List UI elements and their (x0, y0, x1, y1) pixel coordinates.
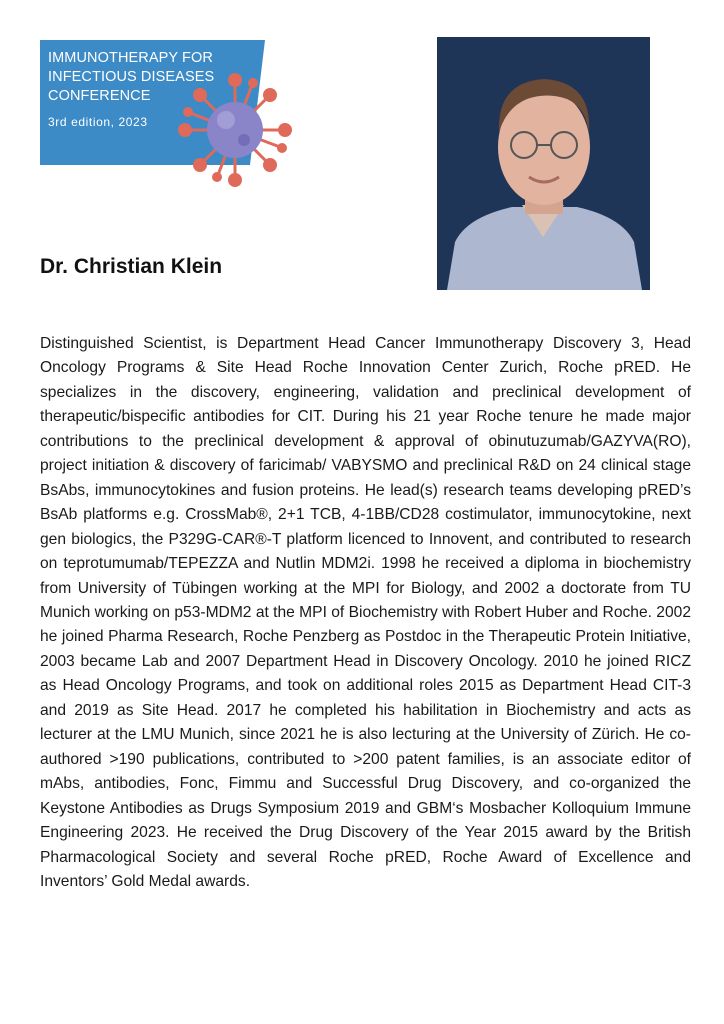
speaker-photo (437, 37, 650, 290)
speaker-bio: Distinguished Scientist, is Department Head Cancer Immunotherapy Discovery 3, Head Oncology Programs & Site Head Roche Innovation Center Zurich, Roche pRED. He specializes in the discovery, engineering, validation and preclinical development of therapeutic/bispecific antibodies for CIT. During his 21 year Roche tenure he made major contributions to the preclinical development & approval of obinutuzumab/GAZYVA(RO), project initiation & discovery of faricimab/ VABYSMO and preclinical R&D on 24 clinical stage BsAbs, immunocytokines and fusion proteins. He lead(s) research teams developing pRED’s BsAb platforms e.g. CrossMab®, 2+1 TCB, 4-1BB/CD28 costimulator, immunocytokine, next gen biologics, the P329G-CAR®-T platform licenced to Innovent, and contributed to research on teprotumumab/TEPEZZA and Nutlin MDM2i. 1998 he received a diploma in biochemistry from University of Tübingen working at the MPI for Biology, and 2002 a doctorate from TU Munich working on p53-MDM2 at the MPI of Biochemistry with Robert Huber and Roche. 2002 he joined Pharma Research, Roche Penzberg as Postdoc in the Therapeutic Protein Initiative, 2003 became Lab and 2007 Department Head in Discovery Oncology. 2010 he joined RICZ as Head Oncology Programs, and took on additional roles 2015 as Department Head CIT-3 and 2019 as Site Head. 2017 he completed his habilitation in Biochemistry and acts as lecturer at the LMU Munich, since 2021 he is also lecturing at the University of Zürich. He co-authored >190 publications, contributed to >200 patent families, is an associate editor of mAbs, antibodies, Fonc, Fimmu and Successful Drug Discovery, and co-organized the Keystone Antibodies as Drugs Symposium 2019 and GBM‘s Mosbacher Kolloquium Immune Engineering 2023. He received the Drug Discovery of the Year 2015 award by the British Pharmacological Society and several Roche pRED, Roche Award of Excellence and Inventors’ Gold Medal awards. (40, 335, 691, 890)
portrait-illustration (437, 37, 650, 290)
speaker-name: Dr. Christian Klein (40, 255, 223, 278)
banner-text (48, 49, 214, 129)
conference-edition: 3rd edition, 2023 (48, 115, 148, 129)
conference-title-line-1: IMMUNOTHERAPY FOR (48, 50, 213, 66)
conference-title-line-2: INFECTIOUS DISEASES (48, 69, 215, 85)
conference-banner (40, 40, 310, 190)
conference-title-line-3: CONFERENCE (48, 88, 151, 104)
